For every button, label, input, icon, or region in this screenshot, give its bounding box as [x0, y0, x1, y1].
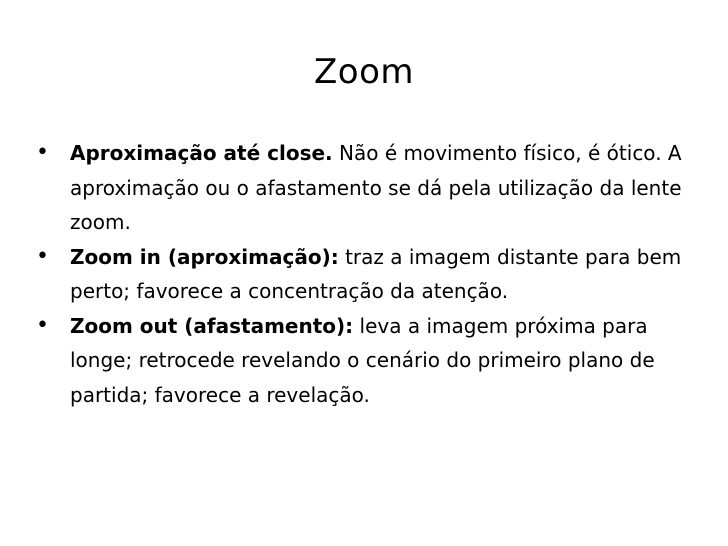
bullet-item [36, 240, 696, 309]
bullet-lead: Zoom out (afastamento): [70, 313, 354, 338]
slide-title: Zoom [313, 52, 414, 92]
bullet-item [36, 136, 696, 240]
bullet-text: leva a imagem próxima para longe; retrocede revelando o cenário do primeiro plano de partida; favorece a revelação. [70, 313, 655, 407]
bullet-list [36, 136, 696, 412]
bullet-text: traz a imagem distante para bem perto; favorece a concentração da atenção. [70, 244, 682, 303]
bullet-lead: Aproximação até close. [70, 141, 333, 165]
bullet-text: Não é movimento físico, é ótico. A aproximação ou o afastamento se dá pela utilização da lente zoom. [70, 141, 682, 234]
bullet-lead: Zoom in (aproximação): [70, 244, 339, 269]
bullet-icon: • [36, 140, 49, 165]
bullet-icon: • [36, 243, 49, 269]
bullet-item [36, 309, 696, 413]
bullet-icon: • [36, 312, 49, 338]
